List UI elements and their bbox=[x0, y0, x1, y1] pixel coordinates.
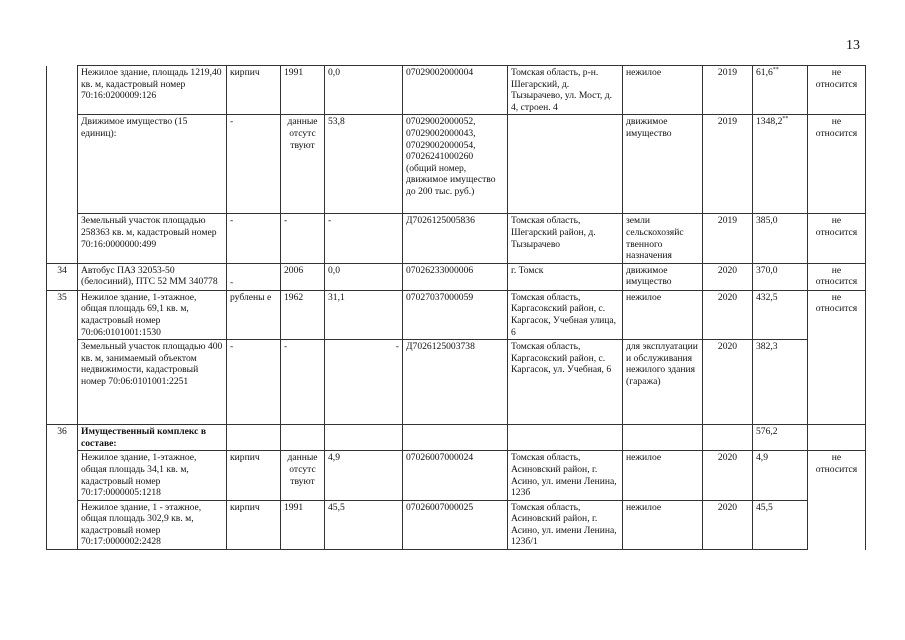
wear-percent: 53,8 bbox=[325, 115, 403, 214]
year-built: - bbox=[281, 214, 325, 263]
property-material: кирпич bbox=[227, 66, 281, 115]
registry-number: Д7026125005836 bbox=[403, 214, 508, 263]
record-year: 2020 bbox=[703, 340, 753, 425]
property-purpose: земли сельскохозяйс твенного назначения bbox=[623, 214, 703, 263]
property-address: Томская область, Каргасокский район, с. Каргасок, Учебная улица, 6 bbox=[508, 290, 623, 339]
record-year: 2019 bbox=[703, 214, 753, 263]
year-built: данные отсутс твуют bbox=[281, 115, 325, 214]
property-material: - bbox=[227, 340, 281, 425]
registry-number: 07026007000025 bbox=[403, 500, 508, 549]
table-row bbox=[47, 451, 866, 500]
property-material: - bbox=[227, 263, 281, 290]
property-name: Движимое имущество (15 единиц): bbox=[78, 115, 227, 214]
property-name: Нежилое здание, 1 - этажное, общая площадь 302,9 кв. м, кадастровый номер 70:17:0000002:2428 bbox=[78, 500, 227, 549]
complex-title: Имущественный комплекс в составе: bbox=[81, 426, 206, 449]
row-number bbox=[47, 66, 78, 264]
year-built: 1991 bbox=[281, 66, 325, 115]
table-row bbox=[47, 214, 866, 263]
property-value bbox=[753, 340, 808, 425]
wear-percent: - bbox=[325, 340, 403, 425]
year-built: данные отсутс твуют bbox=[281, 451, 325, 500]
year-built: 2006 bbox=[281, 263, 325, 290]
property-value bbox=[753, 451, 808, 500]
property-name: Нежилое здание, 1-этажное, общая площадь 34,1 кв. м, кадастровый номер 70:17:0000005:1218 bbox=[78, 451, 227, 500]
property-category: не относится bbox=[808, 66, 866, 115]
property-name: Нежилое здание, площадь 1219,40 кв. м, кадастровый номер 70:16:0200009:126 bbox=[78, 66, 227, 115]
table-row bbox=[47, 500, 866, 549]
value-number: 576,2 bbox=[756, 426, 778, 438]
registry-number: 07029002000004 bbox=[403, 66, 508, 115]
registry-number: 07029002000052, 07029002000043, 07029002000054, 07026241000260 (общий номер, движимое имущество до 200 тыс. руб.) bbox=[403, 115, 508, 214]
record-year: 2019 bbox=[703, 115, 753, 214]
property-category: не относится bbox=[808, 451, 866, 550]
property-purpose: нежилое bbox=[623, 451, 703, 500]
property-purpose: нежилое bbox=[623, 500, 703, 549]
property-name: Земельный участок площадью 258363 кв. м, кадастровый номер 70:16:0000000:499 bbox=[78, 214, 227, 263]
property-value bbox=[753, 500, 808, 549]
wear-percent: 45,5 bbox=[325, 500, 403, 549]
wear-percent: 0,0 bbox=[325, 66, 403, 115]
row-number bbox=[47, 451, 78, 550]
registry-number: 07026233000006 bbox=[403, 263, 508, 290]
property-material: - bbox=[227, 214, 281, 263]
record-year: 2020 bbox=[703, 263, 753, 290]
property-name: Автобус ПАЗ 32053-50 (белосиний), ПТС 52 ММ 340778 bbox=[78, 263, 227, 290]
record-year: 2020 bbox=[703, 451, 753, 500]
property-purpose: нежилое bbox=[623, 66, 703, 115]
wear-percent: 0,0 bbox=[325, 263, 403, 290]
value-number: 370,0 bbox=[756, 264, 778, 276]
property-category: не относится bbox=[808, 115, 866, 214]
row-number: 35 bbox=[47, 290, 78, 339]
property-value bbox=[753, 263, 808, 290]
record-year: 2020 bbox=[703, 500, 753, 549]
row-number bbox=[47, 340, 78, 425]
table-row bbox=[47, 115, 866, 214]
property-purpose: движимое имущество bbox=[623, 115, 703, 214]
row-number: 36 bbox=[47, 425, 78, 451]
property-purpose: движимое имущество bbox=[623, 263, 703, 290]
table-row bbox=[47, 340, 866, 425]
property-address bbox=[508, 115, 623, 214]
property-category: не относится bbox=[808, 263, 866, 290]
property-name: Земельный участок площадью 400 кв. м, занимаемый объектом недвижимости, кадастровый номер 70:06:0101001:2251 bbox=[78, 340, 227, 425]
property-purpose: для эксплуатации и обслуживания нежилого здания (гаража) bbox=[623, 340, 703, 425]
property-value bbox=[753, 115, 808, 214]
property-material: кирпич bbox=[227, 451, 281, 500]
property-material: рублены е bbox=[227, 290, 281, 339]
property-material: кирпич bbox=[227, 500, 281, 549]
property-address: Томская область, Асиновский район, г. Асино, ул. имени Ленина, 123б bbox=[508, 451, 623, 500]
record-year: 2020 bbox=[703, 290, 753, 339]
property-category: не относится bbox=[808, 214, 866, 263]
wear-percent: 31,1 bbox=[325, 290, 403, 339]
table-row bbox=[47, 66, 866, 115]
year-built: 1991 bbox=[281, 500, 325, 549]
property-value bbox=[753, 290, 808, 339]
value-number: 1348,2 bbox=[756, 116, 783, 128]
registry-number: 07026007000024 bbox=[403, 451, 508, 500]
property-category: не относится bbox=[808, 290, 866, 424]
property-value bbox=[753, 66, 808, 115]
property-address: Томская область, Шегарский район, д. Тызырачево bbox=[508, 214, 623, 263]
table-row bbox=[47, 425, 866, 451]
year-built: 1962 bbox=[281, 290, 325, 339]
wear-percent: 4,9 bbox=[325, 451, 403, 500]
wear-percent: - bbox=[325, 214, 403, 263]
property-name: Нежилое здание, 1-этажное, общая площадь 69,1 кв. м, кадастровый номер 70:06:0101001:1530 bbox=[78, 290, 227, 339]
record-year: 2019 bbox=[703, 66, 753, 115]
property-table bbox=[46, 65, 866, 550]
value-number: 45,5 bbox=[756, 501, 773, 513]
property-purpose: нежилое bbox=[623, 290, 703, 339]
registry-number: 07027037000059 bbox=[403, 290, 508, 339]
registry-number: Д7026125003738 bbox=[403, 340, 508, 425]
property-address: г. Томск bbox=[508, 263, 623, 290]
value-number: 61,6 bbox=[756, 67, 773, 78]
property-address: Томская область, Каргасокский район, с. Каргасок, ул. Учебная, 6 bbox=[508, 340, 623, 425]
property-address: Томская область, Асиновский район, г. Асино, ул. имени Ленина, 123б/1 bbox=[508, 500, 623, 549]
row-number: 34 bbox=[47, 263, 78, 290]
property-value bbox=[753, 214, 808, 263]
page-number: 13 bbox=[846, 38, 860, 53]
property-name bbox=[78, 425, 227, 451]
value-footnote-mark: ** bbox=[772, 66, 779, 73]
property-address: Томская область, р-н. Шегарский, д. Тызырачево, ул. Мост, д. 4, строен. 4 bbox=[508, 66, 623, 115]
table-row bbox=[47, 290, 866, 339]
value-number: 432,5 bbox=[756, 291, 778, 303]
value-number: 382,3 bbox=[756, 341, 778, 353]
table-row bbox=[47, 263, 866, 290]
value-number: 385,0 bbox=[756, 215, 778, 227]
value-footnote-mark: ** bbox=[782, 116, 789, 123]
year-built: - bbox=[281, 340, 325, 425]
property-material: - bbox=[227, 115, 281, 214]
value-number: 4,9 bbox=[756, 452, 768, 464]
property-value bbox=[753, 425, 808, 451]
